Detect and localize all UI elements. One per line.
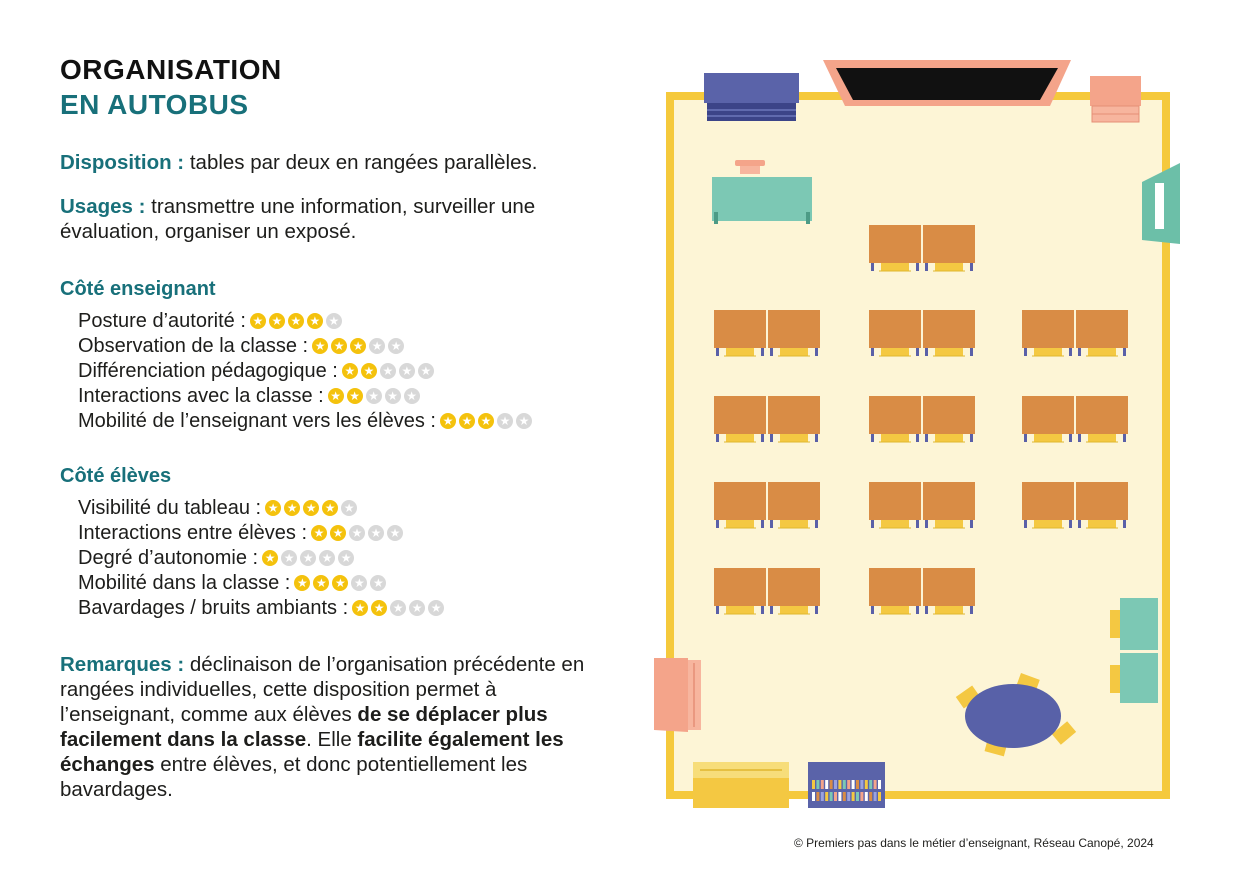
remarks-text-3: entre élèves, et donc potentiellement les bavardages. — [60, 753, 528, 801]
rating-label: Posture d’autorité : — [78, 310, 246, 332]
student-chair — [881, 263, 909, 271]
blackboard — [823, 60, 1071, 106]
student-chair — [1088, 348, 1116, 356]
student-desk — [869, 396, 921, 434]
remarks-bold-1: de se déplacer plus facilement dans la classe — [60, 703, 548, 751]
usages-label: Usages : — [60, 195, 146, 218]
rating-label: Mobilité de l’enseignant vers les élèves : — [78, 410, 436, 432]
student-desk — [869, 482, 921, 520]
bookshelf-left — [654, 658, 701, 732]
rating-label: Observation de la classe : — [78, 335, 309, 357]
student-desk — [923, 396, 975, 434]
remarks-text-1: déclinaison de l’organisation précédente en rangées individuelles, cette disposition permet à l’enseignant, comme aux élèves — [60, 653, 585, 726]
student-chair — [935, 520, 963, 528]
student-desk — [714, 396, 766, 434]
student-desk — [1076, 310, 1128, 348]
rating-label: Différenciation pédagogique : — [78, 360, 338, 382]
student-chair — [726, 520, 754, 528]
storage-cabinet-pink — [1090, 76, 1141, 122]
page-title-line1: ORGANISATION — [60, 54, 282, 85]
student-chair — [780, 606, 808, 614]
student-chair — [935, 606, 963, 614]
page-title-line2: EN AUTOBUS — [60, 89, 249, 120]
student-chair — [1034, 520, 1062, 528]
disposition-text: tables par deux en rangées parallèles. — [189, 151, 538, 174]
remarks-label: Remarques : — [60, 653, 185, 676]
student-desk — [714, 568, 766, 606]
student-side-heading: Côté élèves — [60, 465, 172, 487]
student-chair — [1088, 520, 1116, 528]
student-desk — [1022, 396, 1074, 434]
student-desk — [869, 310, 921, 348]
student-desk — [714, 482, 766, 520]
student-desk — [923, 482, 975, 520]
student-chair — [1088, 434, 1116, 442]
remarks-bold-2: facilite également les échanges — [60, 728, 564, 776]
student-desk — [768, 568, 820, 606]
library-shelf — [808, 762, 885, 808]
student-chair — [780, 520, 808, 528]
student-chair — [935, 434, 963, 442]
student-chair — [780, 348, 808, 356]
rating-label: Visibilité du tableau : — [78, 497, 262, 519]
usages-text: transmettre une information, surveiller une évaluation, organiser un exposé. — [60, 195, 536, 243]
student-desk — [768, 310, 820, 348]
rating-label: Mobilité dans la classe : — [78, 572, 291, 594]
rating-label: Interactions entre élèves : — [78, 522, 308, 544]
copyright-credit: © Premiers pas dans le métier d’enseignant, Réseau Canopé, 2024 — [794, 836, 1154, 850]
student-chair — [881, 434, 909, 442]
student-chair — [881, 348, 909, 356]
disposition-label: Disposition : — [60, 151, 185, 174]
student-desk — [1076, 482, 1128, 520]
student-chair — [780, 434, 808, 442]
student-desk — [869, 568, 921, 606]
student-desk — [923, 568, 975, 606]
student-desk — [714, 310, 766, 348]
student-desk — [869, 225, 921, 263]
student-chair — [935, 348, 963, 356]
student-chair — [726, 348, 754, 356]
student-chair — [1034, 348, 1062, 356]
student-chair — [881, 520, 909, 528]
rating-label: Interactions avec la classe : — [78, 385, 324, 407]
student-desk — [768, 396, 820, 434]
student-chair — [1034, 434, 1062, 442]
student-desk — [1076, 396, 1128, 434]
student-chair — [726, 606, 754, 614]
student-chair — [726, 434, 754, 442]
student-desk — [923, 225, 975, 263]
student-desk — [1022, 310, 1074, 348]
storage-cabinet-blue — [704, 73, 799, 121]
student-desk — [1022, 482, 1074, 520]
student-chair — [881, 606, 909, 614]
rating-label: Degré d’autonomie : — [78, 547, 259, 569]
remarks-text-2: . Elle — [306, 728, 352, 751]
student-desk — [768, 482, 820, 520]
storage-crate-yellow — [693, 762, 789, 808]
teacher-side-heading: Côté enseignant — [60, 278, 216, 300]
student-chair — [935, 263, 963, 271]
rating-label: Bavardages / bruits ambiants : — [78, 597, 349, 619]
student-desk — [923, 310, 975, 348]
